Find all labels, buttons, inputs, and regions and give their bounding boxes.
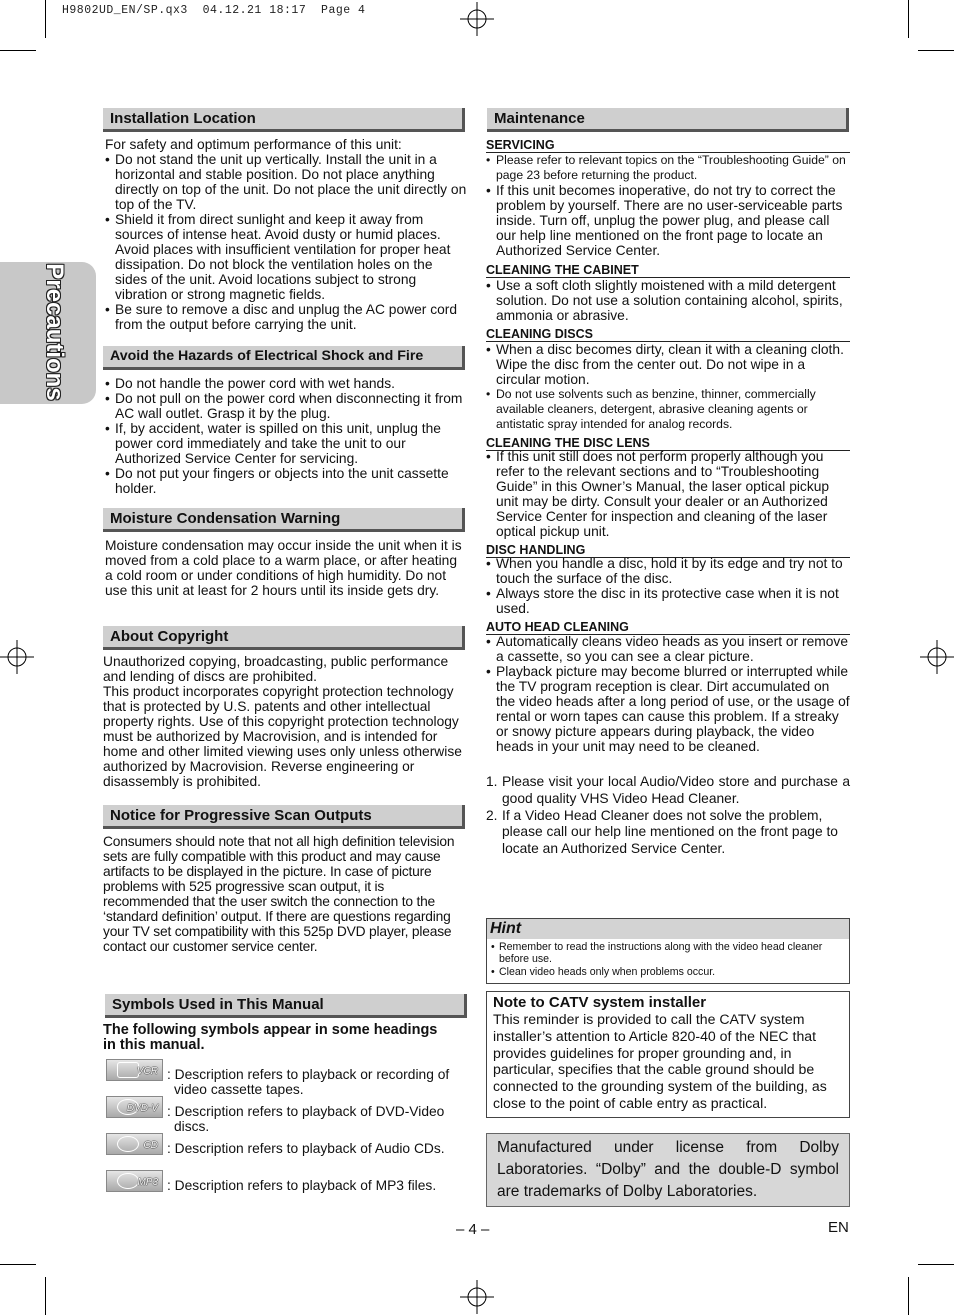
step-item: 1. Please visit your local Audio/Video store and purchase a good quality VHS Video Head Cleaner. (486, 774, 850, 806)
discs-heading: CLEANING DISCS (486, 327, 850, 342)
list-item: • When a disc becomes dirty, clean it with a cleaning cloth. Wipe the disc from the center out. Do not wipe in a circular motion. (486, 342, 850, 387)
registration-mark-icon (0, 640, 34, 674)
list-item: • Automatically cleans video heads as you insert or remove a cassette, so you can see a clear picture. (486, 634, 850, 664)
list-item: • Shield it from direct sunlight and keep it away from sources of intense heat. Avoid dusty or humid places. Avoid places with insufficient ventilation for proper heat dissipation. Do not block the ventilation holes on the sides of the unit. Avoid locations subject to strong vibration or strong magnetic fields. (105, 212, 467, 302)
autohead-body (486, 634, 850, 754)
catv-text: This reminder is provided to call the CATV system installer’s attention to Article 820-40 of the NEC that provides guidelines for proper grounding and, in particular, specifies that the cable ground should be connected to the grounding system of the building, as close to the point of cable entry as practical. (493, 1011, 827, 1111)
shock-body (105, 376, 467, 496)
progressive-body: Consumers should note that not all high definition television sets are fully compatible with this product and may cause artifacts to be displayed in the picture. In case of picture problems with 525 progressive scan output, it is recommended that the user switch the connection to the ‘standard definition’ output. If there are questions regarding your TV set compatibility with this 525p DVD player, please contact our customer service center. (103, 834, 455, 954)
lens-body (486, 449, 850, 539)
symbols-heading: Symbols Used in This Manual (105, 994, 467, 1018)
mp3-symbol-icon: MP3 (106, 1170, 163, 1192)
copyright-text: This product incorporates copyright protection technology that is protected by U.S. patents and other intellectual property rights. Use of this copyright protection technology must be authorized by Macrovision, and is intended for home and other limited viewing uses only unless otherwise authorized by Macrovision. Reverse engineering or disassembly is prohibited. (103, 684, 462, 789)
registration-mark-icon (460, 1280, 494, 1314)
list-item: • Do not stand the unit up vertically. Install the unit in a horizontal and stable position. Do not place anything directly on top of the unit. Do not place the unit directly on top of the TV. (105, 152, 467, 212)
symbol-description: : Description refers to playback or recording of video cassette tapes. (167, 1067, 450, 1097)
hint-body (487, 939, 849, 980)
handling-heading: DISC HANDLING (486, 543, 850, 558)
crop-mark (45, 0, 46, 38)
side-tab (0, 262, 96, 404)
list-item: • Remember to read the instructions along with the video head cleaner before use. (491, 941, 845, 966)
symbol-description: : Description refers to playback of Audio CDs. (167, 1141, 445, 1156)
symbol-description: : Description refers to playback of MP3 files. (167, 1178, 437, 1193)
installation-body (105, 137, 467, 332)
symbols-lead: The following symbols appear in some headings in this manual. (103, 1022, 438, 1053)
cabinet-body (486, 278, 850, 323)
servicing-heading: SERVICING (486, 138, 850, 153)
copyright-heading: About Copyright (103, 626, 465, 650)
copyright-text: Unauthorized copying, broadcasting, public performance and lending of discs are prohibited. (103, 654, 449, 684)
crop-mark (908, 0, 909, 38)
handling-body (486, 556, 850, 616)
list-item: • Do not put your fingers or objects into the unit cassette holder. (105, 466, 467, 496)
list-item: • Do not pull on the power cord when disconnecting it from AC wall outlet. Grasp it by the plug. (105, 391, 467, 421)
crop-mark (45, 1277, 46, 1315)
page-number: – 4 – (456, 1221, 490, 1238)
discs-body (486, 342, 850, 431)
registration-mark-icon (460, 2, 494, 36)
lens-heading: CLEANING THE DISC LENS (486, 436, 850, 451)
cabinet-heading: CLEANING THE CABINET (486, 263, 850, 278)
list-item: • Be sure to remove a disc and unplug the AC power cord from the output before carrying the unit. (105, 302, 467, 332)
crop-mark (0, 50, 36, 51)
print-slug: H9802UD_EN/SP.qx3 04.12.21 18:17 Page 4 (62, 4, 366, 17)
moisture-body: Moisture condensation may occur inside the unit when it is moved from a cold place to a warm place, or after heating a cold room or under conditions of high humidity. Do not use this unit at least for 2 hours until its inside gets dry. (105, 538, 462, 598)
list-item: • Clean video heads only when problems occur. (491, 966, 845, 978)
list-item: • If, by accident, water is spilled on this unit, unplug the power cord immediately and take the unit to our Authorized Service Center for servicing. (105, 421, 467, 466)
dvd-video-symbol-icon: DVD-V (106, 1096, 163, 1118)
catv-title: Note to CATV system installer (493, 994, 707, 1011)
progressive-heading: Notice for Progressive Scan Outputs (103, 805, 465, 829)
symbol-row (106, 1178, 471, 1198)
maintenance-heading: Maintenance (487, 108, 849, 132)
language-label: EN (828, 1219, 849, 1236)
autohead-heading: AUTO HEAD CLEANING (486, 620, 850, 635)
moisture-heading: Moisture Condensation Warning (103, 508, 465, 532)
list-item: • Use a soft cloth slightly moistened with a mild detergent solution. Do not use a solution containing alcohol, spirits, ammonia or abrasive. (486, 278, 850, 323)
side-tab-label: Precautions (41, 263, 68, 401)
crop-mark (918, 1264, 954, 1265)
list-item: • If this unit becomes inoperative, do not try to correct the problem by yourself. There are no user-serviceable parts inside. Turn off, unplug the power plug, and please call our help line mentioned on the front page to locate an Authorized Service Center. (486, 183, 850, 258)
list-item: • Do not handle the power cord with wet hands. (105, 376, 467, 391)
installation-intro: For safety and optimum performance of this unit: (105, 137, 402, 152)
cd-symbol-icon: CD (106, 1133, 163, 1155)
hint-title: Hint (487, 919, 849, 939)
symbol-description: : Description refers to playback of DVD-Video discs. (167, 1104, 445, 1134)
installation-heading: Installation Location (103, 108, 465, 132)
registration-mark-icon (920, 640, 954, 674)
step-item: 2. If a Video Head Cleaner does not solve the problem, please call our help line mentioned on the front page to locate an Authorized Service Center. (486, 807, 838, 857)
servicing-body (486, 153, 850, 258)
crop-mark (908, 1277, 909, 1315)
crop-mark (918, 50, 954, 51)
shock-heading: Avoid the Hazards of Electrical Shock and Fire (103, 346, 465, 370)
vcr-symbol-icon: VCR (106, 1059, 163, 1081)
dolby-notice: Manufactured under license from Dolby Laboratories. “Dolby” and the double-D symbol are trademarks of Dolby Laboratories. (486, 1133, 850, 1207)
list-item: • Please refer to relevant topics on the “Troubleshooting Guide” on page 23 before returning the product. (486, 153, 850, 183)
list-item: • Always store the disc in its protective case when it is not used. (486, 586, 850, 616)
hint-box (486, 918, 850, 984)
list-item: • Playback picture may become blurred or interrupted while the TV program reception is clear. Dirt accumulated on the video heads after a long period of use, or the usage of rental or worn tapes can cause this problem. If a streaky or snowy picture appears during playback, the video heads in your unit may need to be cleaned. (486, 664, 850, 754)
copyright-body (103, 654, 468, 789)
autohead-steps (486, 774, 850, 858)
list-item: • When you handle a disc, hold it by its edge and try not to touch the surface of the disc. (486, 556, 850, 586)
crop-mark (0, 1264, 36, 1265)
list-item: • If this unit still does not perform properly although you refer to the relevant sections and to “Troubleshooting Guide” in this Owner’s Manual, the laser optical pickup unit may be dirty. Consult your dealer or an Authorized Service Center for inspection and cleaning of the laser optical pickup unit. (486, 449, 850, 539)
list-item: • Do not use solvents such as benzine, thinner, commercially available cleaners, detergent, abrasive cleaning agents or antistatic spray intended for analog records. (486, 387, 850, 431)
catv-note (486, 991, 850, 1118)
